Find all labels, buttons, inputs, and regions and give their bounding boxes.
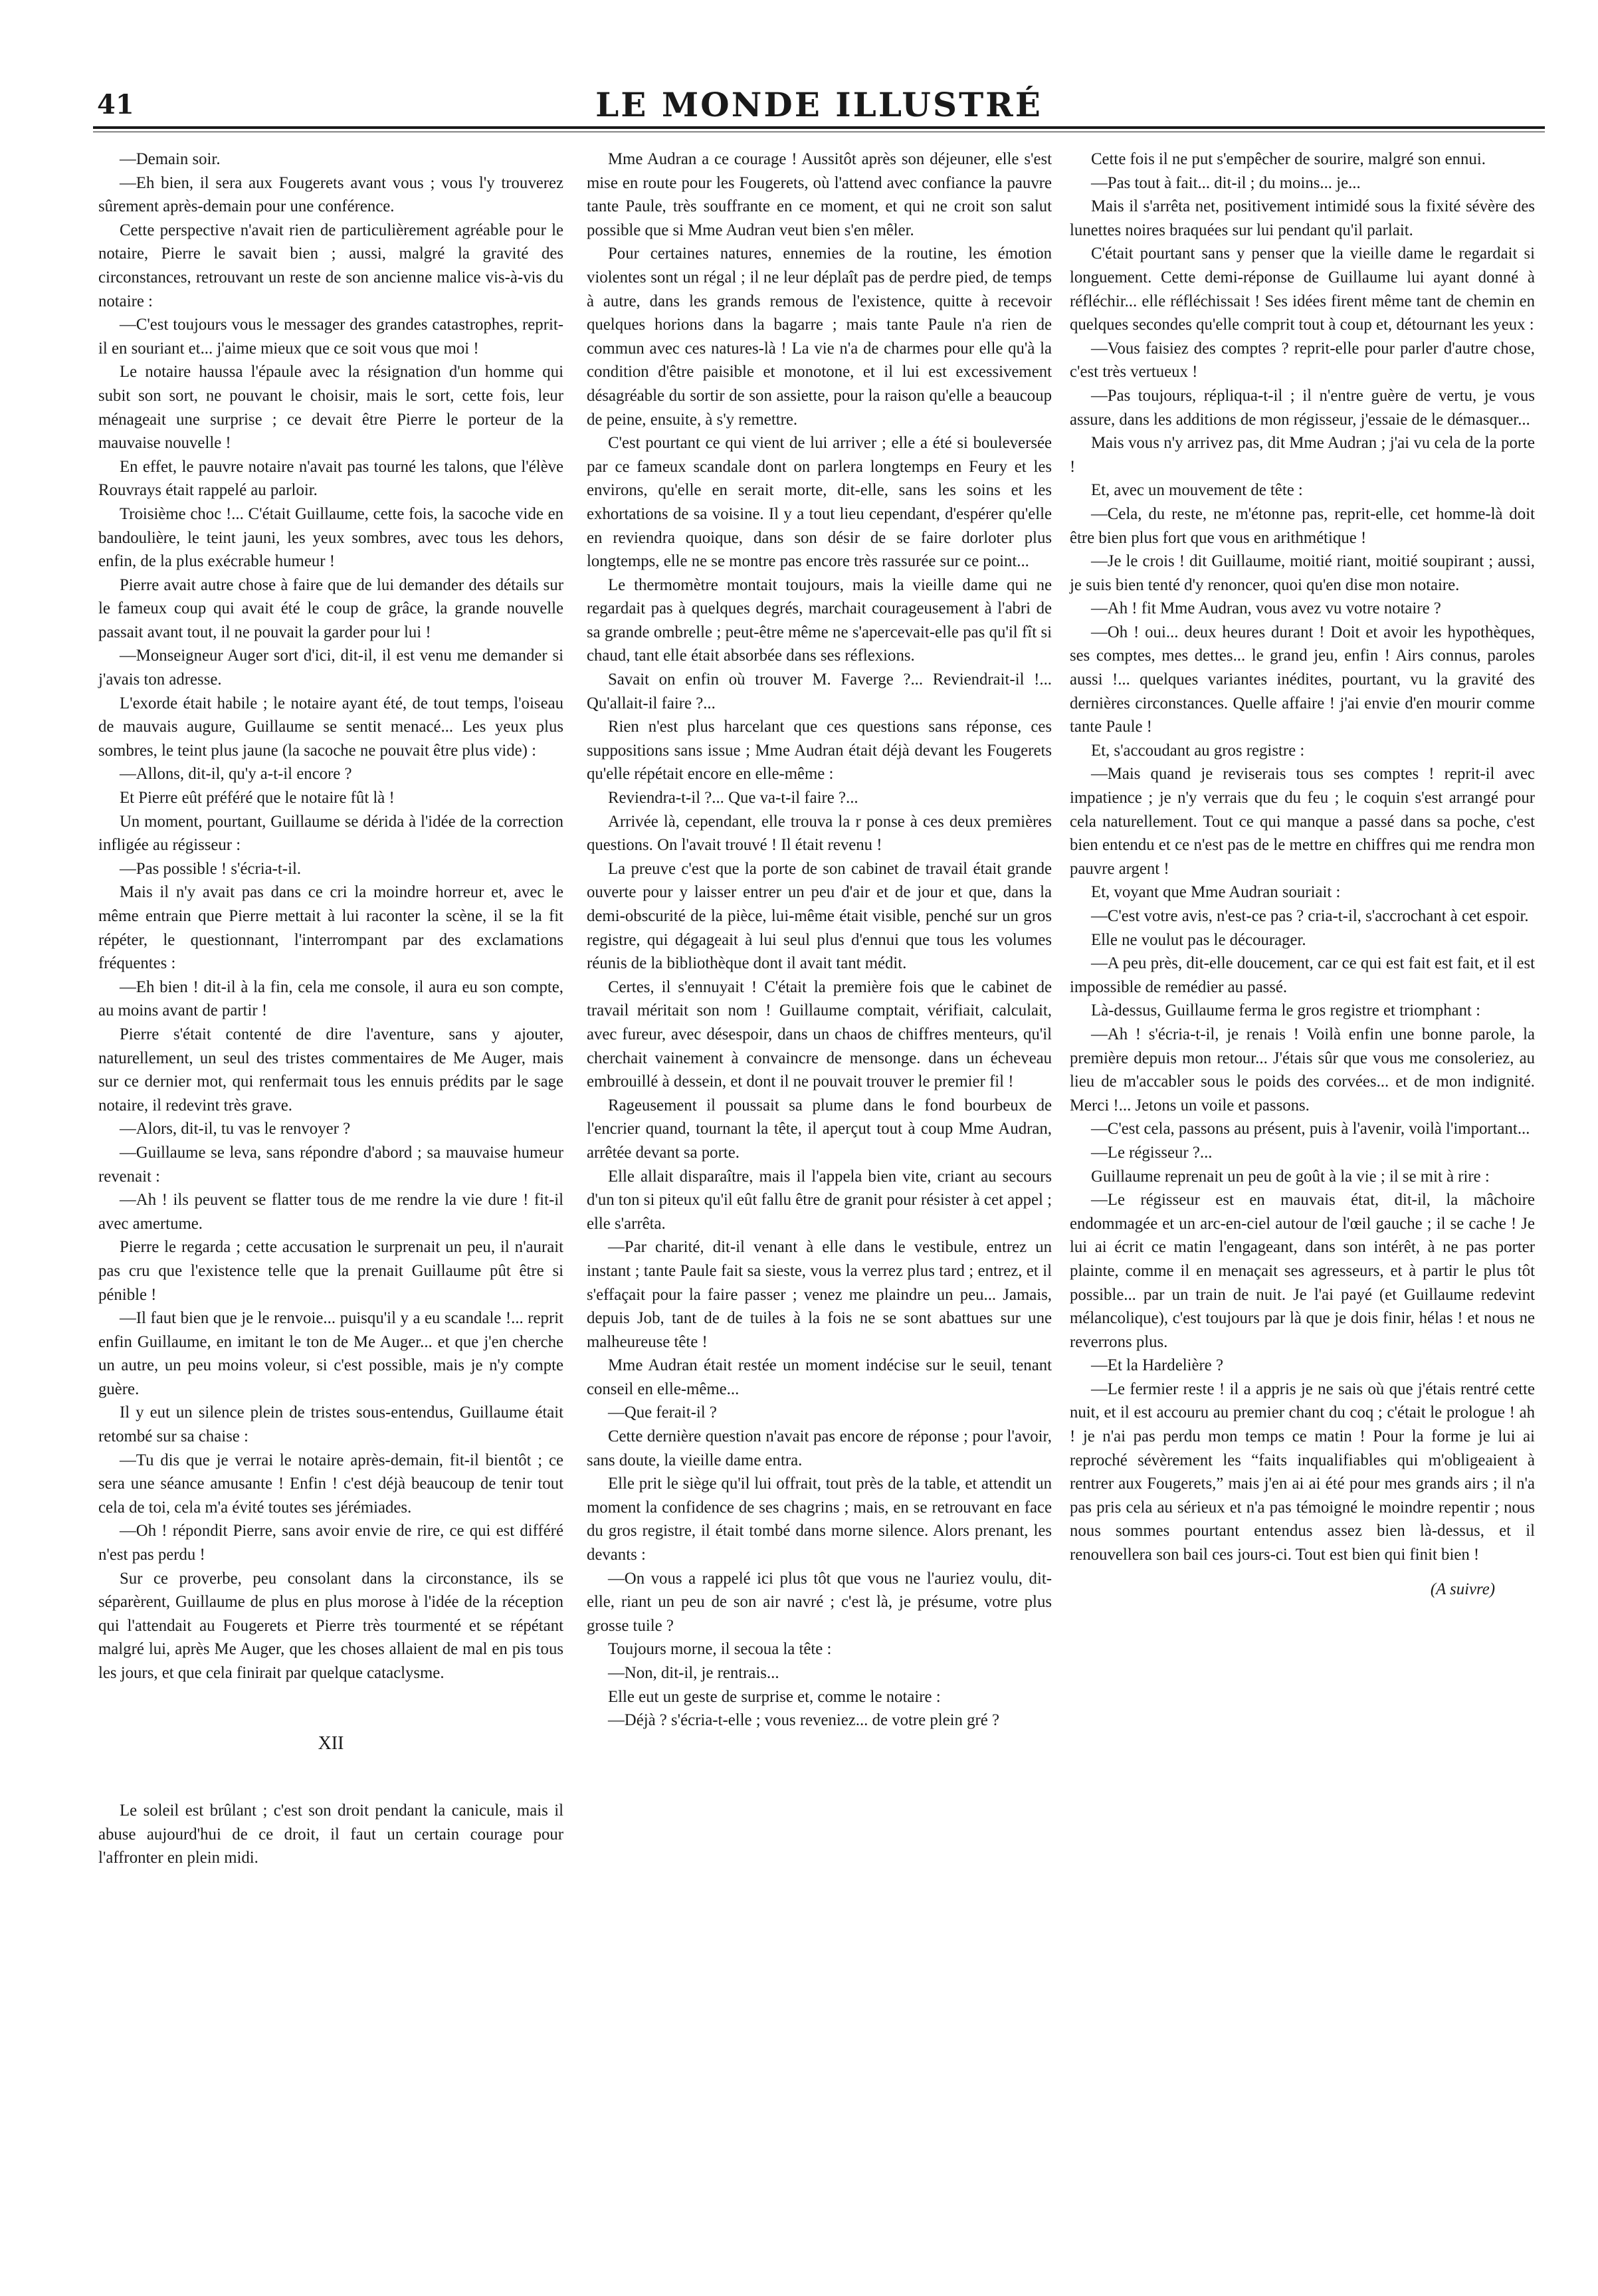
paragraph: —Déjà ? s'écria-t-elle ; vous reveniez... de votre plein gré ? <box>608 1711 999 1730</box>
paragraph: La preuve c'est que la porte de son cabinet de travail était grande ouverte pour y laisser entrer un peu d'air et de jour et que, dans la demi-obscurité de la pièce, lui-même était visible, penché sur un gros registre, qui dégageait à lui seul plus d'ennui que tous les volumes réunis de la bibliothèque dont il avait tant médit. <box>587 859 1052 973</box>
paragraph: En effet, le pauvre notaire n'avait pas tourné les talons, que l'élève Rouvrays était rappelé au parloir. <box>98 457 563 500</box>
chapter-heading: XII <box>318 1732 344 1754</box>
paragraph: —Pas toujours, répliqua-t-il ; il n'entre guère de vertu, je vous assure, dans les additions de mon régisseur, j'essaie de le démasquer... <box>1070 386 1535 429</box>
paragraph: —C'est toujours vous le messager des grandes catastrophes, reprit-il en souriant et... j'aime mieux que ce soit vous que moi ! <box>98 316 563 358</box>
paragraph: —Allons, dit-il, qu'y a-t-il encore ? <box>120 765 352 783</box>
paragraph: —Le régisseur ?... <box>1091 1143 1213 1162</box>
paragraph: Rageusement il poussait sa plume dans le fond bourbeux de l'encrier quand, tournant la tête, il aperçut tout à coup Mme Audran, arrêtée devant sa porte. <box>587 1096 1052 1162</box>
paragraph: Sur ce proverbe, peu consolant dans la circonstance, ils se séparèrent, Guillaume de plus en plus morose à l'idée de la réception qui l'attendait au Fougerets et Pierre très tourmenté et se répétant malgré lui, après Me Auger, que les choses allaient de mal en pis tous les jours, et que cela finirait par quelque cataclysme. <box>98 1569 563 1682</box>
paragraph: —Ah ! s'écria-t-il, je renais ! Voilà enfin une bonne parole, la première depuis mon retour... J'étais sûr que vous me consoleriez, au lieu de m'accabler sous le poids des corvées... et de mon indignité. Merci !... Jetons un voile et passons. <box>1070 1025 1535 1114</box>
paragraph: —Pas tout à fait... dit-il ; du moins... je... <box>1091 173 1361 192</box>
paragraph: Cette perspective n'avait rien de particulièrement agréable pour le notaire, Pierre le savait bien ; aussi, malgré la gravité des circonstances, retrouvant un reste de son ancienne malice vis-à-vis du notaire : <box>98 221 563 310</box>
paragraph: Elle prit le siège qu'il lui offrait, tout près de la table, et attendit un moment la confidence de ses chagrins ; mais, en se retrouvant en face du gros registre, il était tombé dans morne silence. Alors prenant, les devants : <box>587 1475 1052 1564</box>
masthead-title: LE MONDE ILLUSTRÉ <box>595 85 1043 124</box>
paragraph: —Mais quand je reviserais tous ses comptes ! reprit-il avec impatience ; je n'y verrais que du feu ; le coquin s'est arrangé pour cela naturellement. Tout ce qui manque a passé dans sa poche, c'est bien entendu et ce n'est pas de le mettre en chiffres qui me rendra mon pauvre argent ! <box>1070 765 1535 878</box>
paragraph: Là-dessus, Guillaume ferma le gros registre et triomphant : <box>1091 1001 1480 1020</box>
paragraph: —C'est cela, passons au présent, puis à l'avenir, voilà l'important... <box>1091 1120 1530 1138</box>
paragraph: Arrivée là, cependant, elle trouva la r ponse à ces deux premières questions. On l'avait trouvé ! Il était revenu ! <box>587 812 1052 855</box>
paragraph: —Alors, dit-il, tu vas le renvoyer ? <box>120 1120 351 1138</box>
paragraph: Toujours morne, il secoua la tête : <box>608 1640 832 1659</box>
paragraph: Et, voyant que Mme Audran souriait : <box>1091 883 1341 902</box>
paragraph: Cette fois il ne put s'empêcher de sourire, malgré son ennui. <box>1091 150 1486 168</box>
paragraph: Le soleil est brûlant ; c'est son droit pendant la canicule, mais il abuse aujourd'hui de ce droit, il faut un certain courage pour l'affronter en plein midi. <box>98 1802 563 1867</box>
paragraph: Et Pierre eût préféré que le notaire fût là ! <box>120 789 395 807</box>
paragraph: Guillaume reprenait un peu de goût à la vie ; il se mit à rire : <box>1091 1167 1490 1186</box>
to-be-continued: (A suivre) <box>1430 1580 1495 1598</box>
paragraph: —Que ferait-il ? <box>608 1404 717 1422</box>
paragraph: Reviendra-t-il ?... Que va-t-il faire ?... <box>608 789 858 807</box>
paragraph: Mais vous n'y arrivez pas, dit Mme Audran ; j'ai vu cela de la porte ! <box>1070 434 1535 476</box>
paragraph: Cette dernière question n'avait pas encore de réponse ; pour l'avoir, sans doute, la vieille dame entra. <box>587 1427 1052 1469</box>
paragraph: —Tu dis que je verrai le notaire après-demain, fit-il bientôt ; ce sera une séance amusante ! Enfin ! c'est déjà beaucoup de tenir tout cela de toi, cela m'a évité toutes ses jérémiades. <box>98 1451 563 1516</box>
paragraph: —Je le crois ! dit Guillaume, moitié riant, moitié soupirant ; aussi, je suis bien tenté d'y renoncer, quoi qu'en dise mon notaire. <box>1070 552 1535 594</box>
paragraph: Mais il n'y avait pas dans ce cri la moindre horreur et, avec le même entrain que Pierre mettait à lui raconter la scène, il se la fit répéter, le questionnant, l'interrompant par des exclamations fréquentes : <box>98 883 563 973</box>
paragraph: —On vous a rappelé ici plus tôt que vous ne l'auriez voulu, dit-elle, riant un peu de son air navré ; c'est là, je présume, votre plus grosse tuile ? <box>587 1569 1052 1635</box>
paragraph: Le notaire haussa l'épaule avec la résignation d'un homme qui subit son sort, ne pouvant le choisir, mais le sort, cette fois, leur ménageait une surprise ; ce devait être Pierre le porteur de la mauvaise nouvelle ! <box>98 363 563 453</box>
paragraph: Et, s'accoudant au gros registre : <box>1091 741 1305 760</box>
paragraph: —Ah ! fit Mme Audran, vous avez vu votre notaire ? <box>1091 599 1441 618</box>
paragraph: Il y eut un silence plein de tristes sous-entendus, Guillaume était retombé sur sa chaise : <box>98 1404 563 1446</box>
paragraph: —Et la Hardelière ? <box>1091 1356 1223 1375</box>
paragraph: Et, avec un mouvement de tête : <box>1091 481 1303 500</box>
column-right <box>1070 148 1535 1601</box>
paragraph: Savait on enfin où trouver M. Faverge ?... Reviendrait-il !... Qu'allait-il faire ?... <box>587 671 1052 712</box>
paragraph: Pierre avait autre chose à faire que de lui demander des détails sur le fameux coup qui avait été le coup de grâce, la grande nouvelle passait avant tout, il ne pouvait la garder pour lui ! <box>98 575 563 641</box>
paragraph: —Oh ! oui... deux heures durant ! Doit et avoir les hypothèques, ses comptes, mes dettes... le grand jeu, enfin ! Airs connus, paroles aussi !... quelques variantes inédites, pourtant, vu la gravité des dernières circonstances. Quelle affaire ! j'ai envie d'en mourir comme tante Paule ! <box>1070 623 1535 736</box>
paragraph: Rien n'est plus harcelant que ces questions sans réponse, ces suppositions sans issue ; Mme Audran était déjà devant les Fougerets qu'elle répétait encore en elle-même : <box>587 718 1052 783</box>
paragraph: C'est pourtant ce qui vient de lui arriver ; elle a été si bouleversée par ce fameux scandale dont on parlera longtemps en Feury et les environs, qu'elle en serait morte, dit-elle, sans les soins et les exhortations de sa voisine. Il y a tout lieu cependant, d'espérer qu'elle en reviendra quoique, dans son désir de se faire dorloter plus longtemps, elle ne se montre pas encore très rassurée sur ce point... <box>587 434 1052 571</box>
paragraph: —Le régisseur est en mauvais état, dit-il, la mâchoire endommagée et un arc-en-ciel autour de l'œil gauche ; il se cache ! Je lui ai écrit ce matin l'engageant, dans son intérêt, à ne pas porter plainte, comme il en menaçait ses agresseurs, et à partir le plus tôt possible... par un train de nuit. Je l'ai payé (et Guillaume redevint mélancolique), c'est toujours par là que je dois finir, hélas ! et nous ne reverrons plus. <box>1070 1191 1535 1351</box>
paragraph: Elle eut un geste de surprise et, comme le notaire : <box>608 1687 941 1706</box>
paragraph: —Par charité, dit-il venant à elle dans le vestibule, entrez un instant ; tante Paule fait sa sieste, vous la verrez plus tard ; entrez, et il s'effaçait pour la faire passer ; venez me plaindre un peu... Jamais, depuis Job, tant de de tuiles à la fois ne se sont abattues sur une malheureuse tête ! <box>587 1238 1052 1351</box>
paragraph: —Demain soir. <box>120 150 221 168</box>
paragraph: Elle allait disparaître, mais il l'appela bien vite, criant au secours d'un ton si piteux qu'il eût fallu être de granit pour résister à cet appel ; elle s'arrêta. <box>587 1167 1052 1233</box>
paragraph: Pierre s'était contenté de dire l'aventure, sans y ajouter, naturellement, un seul des tristes commentaires de Me Auger, mais sur ce dernier mot, qui renfermait tous les ennuis prédits par le sage notaire, il redevint très grave. <box>98 1025 563 1114</box>
paragraph: —Ah ! ils peuvent se flatter tous de me rendre la vie dure ! fit-il avec amertume. <box>98 1191 563 1233</box>
paragraph: —Monseigneur Auger sort d'ici, dit-il, il est venu me demander si j'avais ton adresse. <box>98 647 563 689</box>
page-header <box>93 85 1545 125</box>
paragraph: Le thermomètre montait toujours, mais la vieille dame qui ne regardait pas à quelques degrés, marchait courageusement à l'abri de sa grande ombrelle ; peut-être même ne s'apercevait-elle pas qu'il fît si chaud, tant elle était absorbée dans ses réflexions. <box>587 575 1052 665</box>
paragraph: —Il faut bien que je le renvoie... puisqu'il y a eu scandale !... reprit enfin Guillaume, en imitant le ton de Me Auger... et que j'en cherche un autre, un peu moins voleur, si c'est possible, mais je n'y compte guère. <box>98 1309 563 1398</box>
paragraph: Pour certaines natures, ennemies de la routine, les émotion violentes sont un régal ; il ne leur déplaît pas de perdre pied, de temps à autre, dans les grands remous de l'existence, quitte à recevoir quelques horions dans la bagarre ; mais tante Paule n'a rien de commun avec ces natures-là ! La vie n'a de charmes pour elle qu'à la condition d'être paisible et monotone, et il lui est excessivement désagréable du sortir de son assiette, pour la raison qu'elle a beaucoup de peine, ensuite, à s'y remettre. <box>587 245 1052 429</box>
paragraph: L'exorde était habile ; le notaire ayant été, de tout temps, l'oiseau de mauvais augure, Guillaume se sentit menacé... Les yeux plus sombres, le teint plus jaune (la sacoche ne pouvait être plus vide) : <box>98 694 563 760</box>
column-middle <box>587 148 1052 1732</box>
paragraph: —C'est votre avis, n'est-ce pas ? cria-t-il, s'accrochant à cet espoir. <box>1091 907 1529 925</box>
paragraph: —Le fermier reste ! il a appris je ne sais où que j'étais rentré cette nuit, et il est accouru au premier chant du coq ; c'était le prologue ! ah ! je n'ai pas perdu mon temps ce matin ! Pour la forme je lui ai reproché sévèrement les “faits inqualifiables qui m'obligeaient à rentrer aux Fougerets,” mais j'en ai ai été pour mes grands airs ; il n'a pas pris cela au sérieux et n'a pas témoigné le moindre repentir ; nous nous sommes pourtant entendus assez bien là-dessus, et il renouvellera son bail ces jours-ci. Tout est bien qui finit bien ! <box>1070 1380 1535 1564</box>
paragraph: C'était pourtant sans y penser que la vieille dame le regardait si longuement. Cette demi-réponse de Guillaume lui ayant donné à réfléchir... elle réfléchissait ! Ses idées firent même tant de chemin en quelques secondes qu'elle comprit tout à coup et, détournant les yeux : <box>1070 245 1535 334</box>
paragraph: —Eh bien, il sera aux Fougerets avant vous ; vous l'y trouverez sûrement après-demain pour une conférence. <box>98 173 563 216</box>
paragraph: —Cela, du reste, ne m'étonne pas, reprit-elle, cet homme-là doit être bien plus fort que vous en arithmétique ! <box>1070 504 1535 547</box>
paragraph: Un moment, pourtant, Guillaume se dérida à l'idée de la correction infligée au régisseur : <box>98 812 563 855</box>
header-rule <box>93 126 1545 129</box>
paragraph: Mme Audran était restée un moment indécise sur le seuil, tenant conseil en elle-même... <box>587 1356 1052 1398</box>
paragraph: Mais il s'arrêta net, positivement intimidé sous la fixité sévère des lunettes noires braquées sur lui pendant qu'il parlait. <box>1070 197 1535 239</box>
paragraph: —Pas possible ! s'écria-t-il. <box>120 859 302 878</box>
paragraph: —Eh bien ! dit-il à la fin, cela me console, il aura eu son compte, au moins avant de partir ! <box>98 978 563 1020</box>
paragraph: Elle ne voulut pas le décourager. <box>1091 930 1306 949</box>
paragraph: Mme Audran a ce courage ! Aussitôt après son déjeuner, elle s'est mise en route pour les Fougerets, où l'attend avec confiance la pauvre tante Paule, très souffrante en ce moment, et qui ne croit son salut possible que si Mme Audran veut bien s'en mêler. <box>587 150 1052 239</box>
paragraph: Pierre le regarda ; cette accusation le surprenait un peu, il n'aurait pas cru que l'existence telle que la prenait Guillaume pût être si pénible ! <box>98 1238 563 1304</box>
paragraph: —Non, dit-il, je rentrais... <box>608 1664 779 1682</box>
paragraph: Certes, il s'ennuyait ! C'était la première fois que le cabinet de travail méritait son nom ! Guillaume comptait, vérifiait, calculait, avec fureur, avec désespoir, dans un chaos de chiffres menteurs, qu'il cherchait vainement à convaincre de mensonge. dans un écheveau embrouillé à dessein, et dont il ne pouvait trouver le premier fil ! <box>587 978 1052 1091</box>
paragraph: —A peu près, dit-elle doucement, car ce qui est fait est fait, et il est impossible de remédier au passé. <box>1070 954 1535 996</box>
paragraph: —Vous faisiez des comptes ? reprit-elle pour parler d'autre chose, c'est très vertueux ! <box>1070 339 1535 381</box>
paragraph: —Guillaume se leva, sans répondre d'abord ; sa mauvaise humeur revenait : <box>98 1143 563 1186</box>
column-left <box>98 148 563 1870</box>
paragraph: Troisième choc !... C'était Guillaume, cette fois, la sacoche vide en bandoulière, le teint jauni, les yeux sombres, avec tous les dehors, enfin, de la plus exécrable humeur ! <box>98 504 563 571</box>
paragraph: —Oh ! répondit Pierre, sans avoir envie de rire, ce qui est différé n'est pas perdu ! <box>98 1522 563 1564</box>
page-number: 41 <box>97 89 134 120</box>
